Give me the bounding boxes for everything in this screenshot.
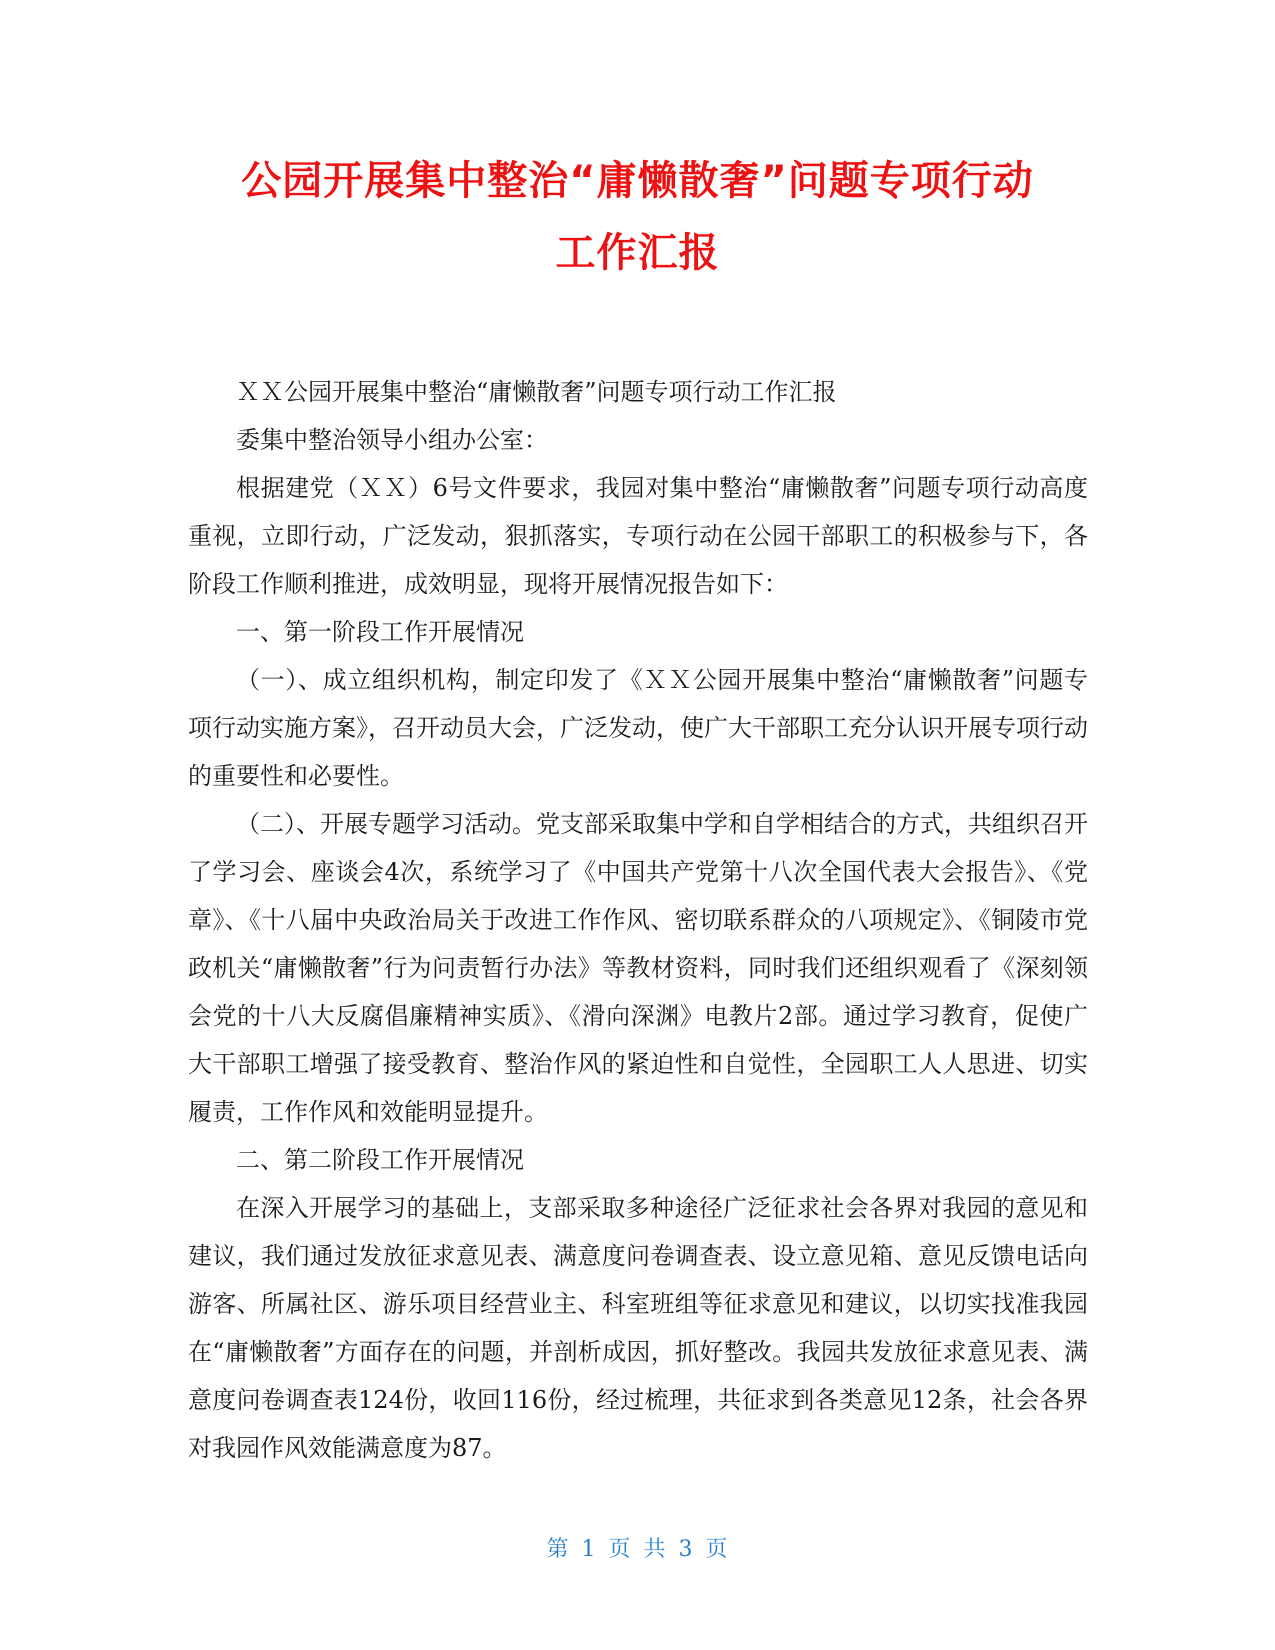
- footer-page-word: 页: [608, 1537, 632, 1562]
- page-footer: [0, 1534, 1275, 1566]
- paragraph-study: （二）、开展专题学习活动。党支部采取集中学和自学相结合的方式，共组织召开了学习会、座谈会4次，系统学习了《中国共产党第十八次全国代表大会报告》、《党章》、《十八届中央政治局关于改进工作作风、密切联系群众的八项规定》、《铜陵市党政机关“庸懒散奢”行为问责暂行办法》等教材资料，同时我们还组织观看了《深刻领会党的十八大反腐倡廉精神实质》、《滑向深渊》电教片2部。通过学习教育，促使广大干部职工增强了接受教育、整治作风的紧迫性和自觉性，全园职工人人思进、切实履责，工作作风和效能明显提升。: [188, 810, 1088, 1126]
- title-line-1: 公园开展集中整治“庸懒散奢”问题专项行动: [241, 158, 1034, 204]
- footer-suffix: 页: [705, 1537, 729, 1562]
- footer-total-pages: 3: [678, 1537, 694, 1562]
- footer-current-page: 1: [581, 1537, 597, 1562]
- intro-paragraph: 根据建党（ＸＸ）6号文件要求，我园对集中整治“庸懒散奢”问题专项行动高度重视，立即行动，广泛发动，狠抓落实，专项行动在公园干部职工的积极参与下，各阶段工作顺利推进，成效明显，现将开展情况报告如下：: [188, 474, 1088, 598]
- title-line-2: 工作汇报: [555, 230, 720, 276]
- document-body: [188, 368, 1088, 1472]
- document-title: [150, 145, 1125, 289]
- report-heading: ＸＸ公园开展集中整治“庸懒散奢”问题专项行动工作汇报: [236, 378, 837, 406]
- footer-prefix: 第: [546, 1537, 570, 1562]
- section-heading-2: 二、第二阶段工作开展情况: [236, 1146, 524, 1174]
- section-heading-1: 一、第一阶段工作开展情况: [236, 618, 524, 646]
- footer-total-word: 共: [643, 1537, 667, 1562]
- paragraph-feedback: 在深入开展学习的基础上，支部采取多种途径广泛征求社会各界对我园的意见和建议，我们通过发放征求意见表、满意度问卷调查表、设立意见箱、意见反馈电话向游客、所属社区、游乐项目经营业主、科室班组等征求意见和建议，以切实找准我园在“庸懒散奢”方面存在的问题，并剖析成因，抓好整改。我园共发放征求意见表、满意度问卷调查表124份，收回116份，经过梳理，共征求到各类意见12条，社会各界对我园作风效能满意度为87。: [188, 1194, 1088, 1462]
- recipient-line: 委集中整治领导小组办公室：: [236, 426, 548, 454]
- paragraph-organization: （一）、成立组织机构，制定印发了《ＸＸ公园开展集中整治“庸懒散奢”问题专项行动实施方案》，召开动员大会，广泛发动，使广大干部职工充分认识开展专项行动的重要性和必要性。: [188, 666, 1088, 790]
